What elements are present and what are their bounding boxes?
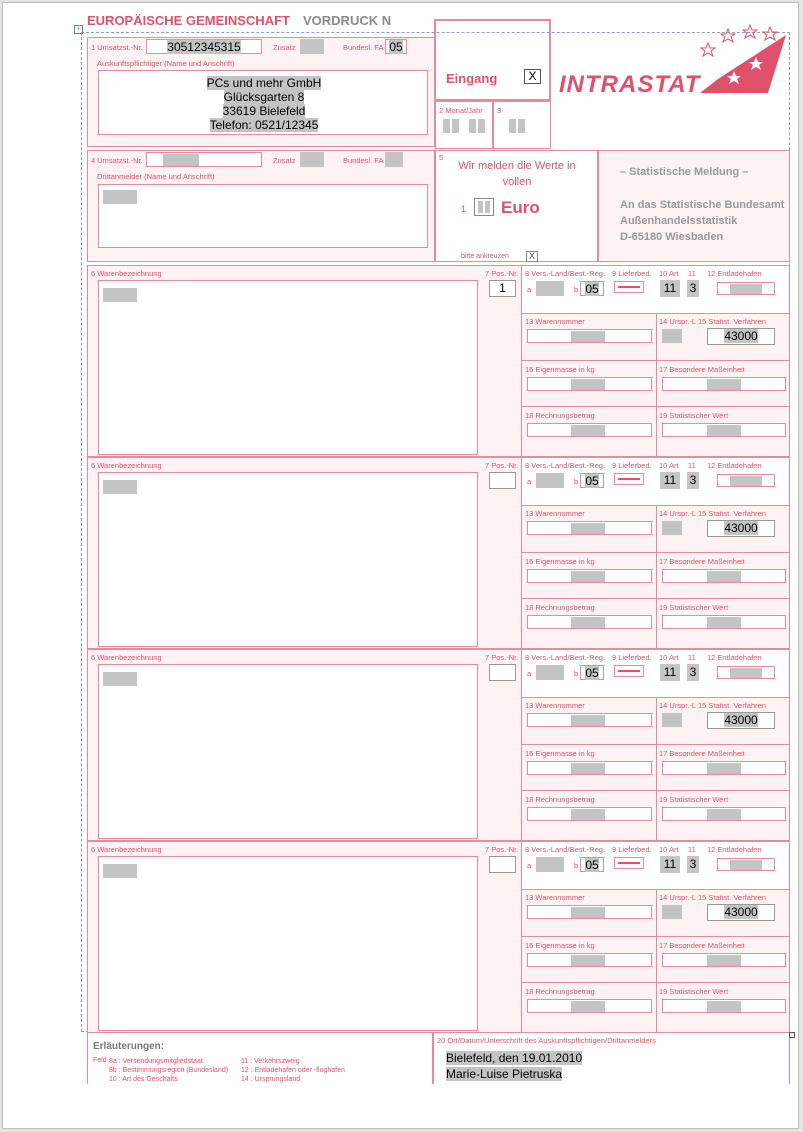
f11-label: 11 [688, 845, 696, 854]
dritt-label: Drittanmelder (Name und Anschrift) [97, 172, 215, 181]
versland-b-field[interactable] [580, 473, 604, 488]
verfahren-field[interactable] [707, 328, 775, 345]
statwert-fill [707, 809, 741, 820]
erl-feld: Feld [93, 1057, 107, 1064]
urspr-field[interactable] [662, 713, 682, 727]
besondere-field[interactable] [662, 953, 786, 967]
posnr-field[interactable] [489, 856, 516, 873]
rechnung-fill [571, 809, 605, 820]
resize-handle-icon[interactable] [789, 1032, 795, 1038]
zusatz4-label: Zusatz [273, 156, 296, 165]
eingang-label: Eingang [446, 71, 498, 86]
entlade-field[interactable] [717, 282, 775, 295]
warenbez-fill [103, 864, 137, 878]
rechnung-label: 18 Rechnungsbetrag [525, 603, 595, 612]
move-handle-icon[interactable]: + [74, 25, 83, 34]
zusatz4-field[interactable] [300, 152, 324, 167]
urspr-label: 14 Urspr.-L [659, 509, 697, 518]
urspr-field[interactable] [662, 905, 682, 919]
eigen-label: 16 Eigenmasse in kg [525, 749, 595, 758]
versland-b-field[interactable] [580, 857, 604, 872]
warennr-field[interactable] [527, 905, 652, 919]
warennr-label: 13 Warennummer [525, 317, 585, 326]
eigen-fill [571, 379, 605, 390]
versland-b-value: 05 [585, 858, 599, 872]
lieferbed-field[interactable] [614, 665, 644, 677]
verfahren-value: 43000 [724, 329, 758, 343]
entlade-label: 12 Entladehafen [707, 653, 762, 662]
grid-line-4 [521, 265, 522, 313]
statwert-label: 19 Statistischer Wert [659, 411, 729, 420]
entlade-label: 12 Entladehafen [707, 269, 762, 278]
posnr-field[interactable] [489, 472, 516, 489]
besondere-fill [707, 763, 741, 774]
posnr-label: 7 Pos.-Nr. [485, 269, 519, 278]
eigen-fill [571, 763, 605, 774]
item-block-2 [3, 457, 800, 649]
lieferbed-field[interactable] [614, 281, 644, 293]
versland-b: b [574, 285, 579, 294]
euro-checkbox[interactable] [474, 198, 494, 216]
versland-b-field[interactable] [580, 281, 604, 296]
lieferbed-label: 9 Lieferbed. [612, 653, 652, 662]
note-left-2: 8b : Bestimmungsregion (Bundesland) [109, 1067, 229, 1074]
bundesl-value: 05 [389, 40, 403, 54]
versland-label: 8 Vers.-Land/Best.-Reg. [525, 269, 606, 278]
verfahren-field[interactable] [707, 712, 775, 729]
rechnung-field[interactable] [527, 807, 652, 821]
sign-label: 20 Ort/Datum/Unterschrift des Auskunftspflichtigen/Drittanmelders [437, 1036, 656, 1045]
bundesl-label: Bundesl. FA [343, 43, 384, 52]
verfahren-label: 15 Statist. Verfahren [698, 701, 766, 710]
address-line-2: Glücksgarten 8 [223, 90, 305, 104]
f11-label: 11 [688, 461, 696, 470]
note-right-2: 12 : Entladehafen oder -flughafen [241, 1067, 345, 1074]
besondere-fill [707, 379, 741, 390]
urspr-label: 14 Urspr.-L [659, 701, 697, 710]
statwert-fill [707, 425, 741, 436]
posnr-field[interactable] [489, 280, 516, 297]
versland-label: 8 Vers.-Land/Best.-Reg. [525, 845, 606, 854]
address-block [99, 76, 429, 132]
versland-label: 8 Vers.-Land/Best.-Reg. [525, 653, 606, 662]
rechnung-label: 18 Rechnungsbetrag [525, 795, 595, 804]
f11-field[interactable] [687, 856, 699, 873]
euro-fill-1 [478, 201, 483, 213]
art-label: 10 Art [659, 269, 679, 278]
note-left-3: 10 : Art des Geschäfts [109, 1076, 178, 1083]
title-left: EUROPÄISCHE GEMEINSCHAFT [87, 13, 290, 28]
bitte-checkbox[interactable]: X [526, 251, 538, 262]
bundesl4-field[interactable] [385, 152, 403, 167]
warenbez-label: 6 Warenbezeichnung [91, 653, 162, 662]
entlade-fill [730, 476, 762, 486]
umsatzst-label: 1 Umsatzst.-Nr. [91, 43, 143, 52]
f11-field[interactable] [687, 472, 699, 489]
versland-b: b [574, 861, 579, 870]
grid-line-3 [656, 889, 657, 1033]
note-right-1: 11 : Verkehrszweig [241, 1058, 300, 1065]
warenbez-label: 6 Warenbezeichnung [91, 845, 162, 854]
sign-name: Marie-Luise Pietruska [446, 1067, 563, 1081]
art-field[interactable] [660, 664, 680, 681]
statistik-title: – Statistische Meldung – [620, 166, 749, 178]
bundesl4-label: Bundesl. FA [343, 156, 384, 165]
note-left-1: 8a : Versendungsmitgliedstaat [109, 1058, 203, 1065]
urspr-field[interactable] [662, 329, 682, 343]
rechnung-fill [571, 1001, 605, 1012]
euro-option-num: 1 [461, 204, 467, 214]
statwert-field[interactable] [662, 615, 786, 629]
warennr-field[interactable] [527, 521, 652, 535]
statwert-label: 19 Statistischer Wert [659, 795, 729, 804]
eigen-field[interactable] [527, 377, 652, 391]
besondere-fill [707, 955, 741, 966]
art-field[interactable] [660, 856, 680, 873]
art-value: 11 [663, 665, 677, 679]
verfahren-field[interactable] [707, 520, 775, 537]
umsatzst4-fill [163, 154, 199, 166]
statwert-field[interactable] [662, 807, 786, 821]
form-page [2, 2, 799, 1129]
lieferbed-bar [618, 862, 640, 864]
lieferbed-label: 9 Lieferbed. [612, 461, 652, 470]
besondere-field[interactable] [662, 377, 786, 391]
rechnung-label: 18 Rechnungsbetrag [525, 411, 595, 420]
versland-b-value: 05 [585, 282, 599, 296]
posnr-label: 7 Pos.-Nr. [485, 653, 519, 662]
bundesl-field[interactable] [385, 39, 407, 54]
warenbez-field[interactable] [98, 664, 478, 839]
section-5-num: 5 [439, 153, 444, 162]
warenbez-field[interactable] [98, 856, 478, 1031]
art-field[interactable] [660, 280, 680, 297]
verfahren-value: 43000 [724, 713, 758, 727]
art-value: 11 [663, 857, 677, 871]
entlade-field[interactable] [717, 858, 775, 871]
rechnung-field[interactable] [527, 423, 652, 437]
item-block-1 [3, 265, 800, 457]
monat-field-1[interactable] [443, 119, 452, 133]
eigen-label: 16 Eigenmasse in kg [525, 365, 595, 374]
posnr-label: 7 Pos.-Nr. [485, 461, 519, 470]
warenbez-label: 6 Warenbezeichnung [91, 461, 162, 470]
art-value: 11 [663, 473, 677, 487]
address-line-3: 33619 Bielefeld [222, 104, 306, 118]
sign-block[interactable] [446, 1050, 582, 1082]
besondere-fill [707, 571, 741, 582]
entlade-label: 12 Entladehafen [707, 845, 762, 854]
address-line-4: Telefon: 0521/12345 [209, 118, 319, 132]
zusatz-field[interactable] [300, 39, 324, 54]
statistik-line-1: An das Statistische Bundesamt [620, 199, 785, 211]
versland-label: 8 Vers.-Land/Best.-Reg. [525, 461, 606, 470]
lieferbed-label: 9 Lieferbed. [612, 269, 652, 278]
verfahren-field[interactable] [707, 904, 775, 921]
verfahren-value: 43000 [724, 521, 758, 535]
eingang-checkbox[interactable]: X [524, 69, 541, 84]
versland-b: b [574, 477, 579, 486]
grid-line-3 [656, 313, 657, 457]
besondere-field[interactable] [662, 761, 786, 775]
warennr-label: 13 Warennummer [525, 701, 585, 710]
warennr-label: 13 Warennummer [525, 509, 585, 518]
warennr-fill [571, 715, 605, 726]
title-right: VORDRUCK N [303, 13, 392, 28]
entlade-fill [730, 284, 762, 294]
besondere-label: 17 Besondere Maßeinheit [659, 941, 745, 950]
rechnung-fill [571, 617, 605, 628]
euro-fill-2 [485, 201, 490, 213]
notes-right [241, 1057, 345, 1084]
art-value: 11 [663, 281, 677, 295]
f11-value: 3 [689, 665, 697, 679]
verfahren-label: 15 Statist. Verfahren [698, 317, 766, 326]
besondere-label: 17 Besondere Maßeinheit [659, 365, 745, 374]
notes-left [109, 1057, 228, 1084]
eigen-field[interactable] [527, 569, 652, 583]
statistik-line-2: Außenhandelsstatistik [620, 215, 738, 227]
warennr-field[interactable] [527, 329, 652, 343]
euro-label: Euro [501, 198, 540, 217]
versland-a: a [527, 669, 532, 678]
warenbez-field[interactable] [98, 472, 478, 647]
eigen-fill [571, 571, 605, 582]
urspr-label: 14 Urspr.-L [659, 893, 697, 902]
warenbez-fill [103, 288, 137, 302]
note-right-3: 14 : Ursprungsland [241, 1076, 301, 1083]
statistik-line-3: D-65180 Wiesbaden [620, 231, 724, 243]
lieferbed-bar [618, 286, 640, 288]
zusatz-label: Zusatz [273, 43, 296, 52]
item-block-4 [3, 841, 800, 1033]
warennr-fill [571, 907, 605, 918]
auskunft-label: Auskunftspflichtiger (Name und Anschrift) [97, 59, 235, 68]
lieferbed-field[interactable] [614, 473, 644, 485]
f11-label: 11 [688, 269, 696, 278]
lieferbed-label: 9 Lieferbed. [612, 845, 652, 854]
besondere-field[interactable] [662, 569, 786, 583]
art-field[interactable] [660, 472, 680, 489]
rechnung-fill [571, 425, 605, 436]
statwert-field[interactable] [662, 423, 786, 437]
grid-line-4 [521, 649, 522, 697]
eigen-label: 16 Eigenmasse in kg [525, 557, 595, 566]
versland-a: a [527, 861, 532, 870]
grid-line-3 [656, 697, 657, 841]
dritt-field[interactable] [98, 184, 428, 248]
monat-field-2[interactable] [452, 119, 461, 133]
bitte-label: bitte ankreuzen [461, 253, 509, 260]
versland-a-field[interactable] [536, 473, 564, 488]
statwert-label: 19 Statistischer Wert [659, 603, 729, 612]
field-3b[interactable] [518, 119, 527, 133]
besondere-label: 17 Besondere Maßeinheit [659, 557, 745, 566]
grid-line-4 [521, 457, 522, 505]
umsatzst-value: 30512345315 [167, 40, 241, 54]
eigen-fill [571, 955, 605, 966]
warenbez-fill [103, 672, 137, 686]
versland-b-field[interactable] [580, 665, 604, 680]
auskunft-field[interactable] [98, 70, 428, 135]
warennr-field[interactable] [527, 713, 652, 727]
posnr-field[interactable] [489, 664, 516, 681]
section-3-label: 3 [497, 106, 502, 115]
entlade-fill [730, 668, 762, 678]
eigen-field[interactable] [527, 953, 652, 967]
sign-place-date: Bielefeld, den 19.01.2010 [446, 1051, 583, 1065]
urspr-field[interactable] [662, 521, 682, 535]
statwert-fill [707, 1001, 741, 1012]
f11-field[interactable] [687, 280, 699, 297]
grid-line-4 [521, 841, 522, 889]
entlade-label: 12 Entladehafen [707, 461, 762, 470]
jahr-field-2[interactable] [478, 119, 487, 133]
warennr-fill [571, 523, 605, 534]
field-3a[interactable] [509, 119, 518, 133]
eingang-box [434, 19, 551, 101]
verfahren-value: 43000 [724, 905, 758, 919]
section-5-text: Wir melden die Werte in vollen [458, 160, 576, 188]
jahr-field-1[interactable] [469, 119, 478, 133]
item-block-3 [3, 649, 800, 841]
monat-label: 2 Monat/Jahr [439, 106, 483, 115]
posnr-label: 7 Pos.-Nr. [485, 845, 519, 854]
f11-field[interactable] [687, 664, 699, 681]
f11-label: 11 [688, 653, 696, 662]
versland-b-value: 05 [585, 474, 599, 488]
versland-a-field[interactable] [536, 281, 564, 296]
f11-value: 3 [689, 281, 697, 295]
warenbez-field[interactable] [98, 280, 478, 455]
address-line-1: PCs und mehr GmbH [206, 76, 322, 90]
besondere-label: 17 Besondere Maßeinheit [659, 749, 745, 758]
warennr-label: 13 Warennummer [525, 893, 585, 902]
erl-title: Erläuterungen: [93, 1041, 165, 1052]
versland-a: a [527, 285, 532, 294]
grid-line-3 [656, 505, 657, 649]
warennr-fill [571, 331, 605, 342]
urspr-label: 14 Urspr.-L [659, 317, 697, 326]
dritt-fill [103, 190, 137, 204]
rechnung-label: 18 Rechnungsbetrag [525, 987, 595, 996]
versland-a-field[interactable] [536, 857, 564, 872]
eigen-label: 16 Eigenmasse in kg [525, 941, 595, 950]
versland-a-field[interactable] [536, 665, 564, 680]
versland-b-value: 05 [585, 666, 599, 680]
f11-value: 3 [689, 473, 697, 487]
versland-a: a [527, 477, 532, 486]
statwert-label: 19 Statistischer Wert [659, 987, 729, 996]
art-label: 10 Art [659, 845, 679, 854]
logo-text: INTRASTAT [559, 71, 701, 98]
art-label: 10 Art [659, 653, 679, 662]
versland-b: b [574, 669, 579, 678]
lieferbed-field[interactable] [614, 857, 644, 869]
verfahren-label: 15 Statist. Verfahren [698, 893, 766, 902]
umsatzst-field[interactable] [146, 39, 262, 54]
entlade-field[interactable] [717, 666, 775, 679]
posnr-value: 1 [499, 281, 506, 295]
warenbez-fill [103, 480, 137, 494]
eigen-field[interactable] [527, 761, 652, 775]
f11-value: 3 [689, 857, 697, 871]
statwert-fill [707, 617, 741, 628]
entlade-fill [730, 860, 762, 870]
entlade-field[interactable] [717, 474, 775, 487]
umsatzst4-field[interactable] [146, 152, 262, 167]
lieferbed-bar [618, 478, 640, 480]
rechnung-field[interactable] [527, 999, 652, 1013]
rechnung-field[interactable] [527, 615, 652, 629]
lieferbed-bar [618, 670, 640, 672]
warenbez-label: 6 Warenbezeichnung [91, 269, 162, 278]
umsatzst4-label: 4 Umsatzst.-Nr. [91, 156, 143, 165]
statistik-address [620, 197, 784, 245]
art-label: 10 Art [659, 461, 679, 470]
statwert-field[interactable] [662, 999, 786, 1013]
verfahren-label: 15 Statist. Verfahren [698, 509, 766, 518]
